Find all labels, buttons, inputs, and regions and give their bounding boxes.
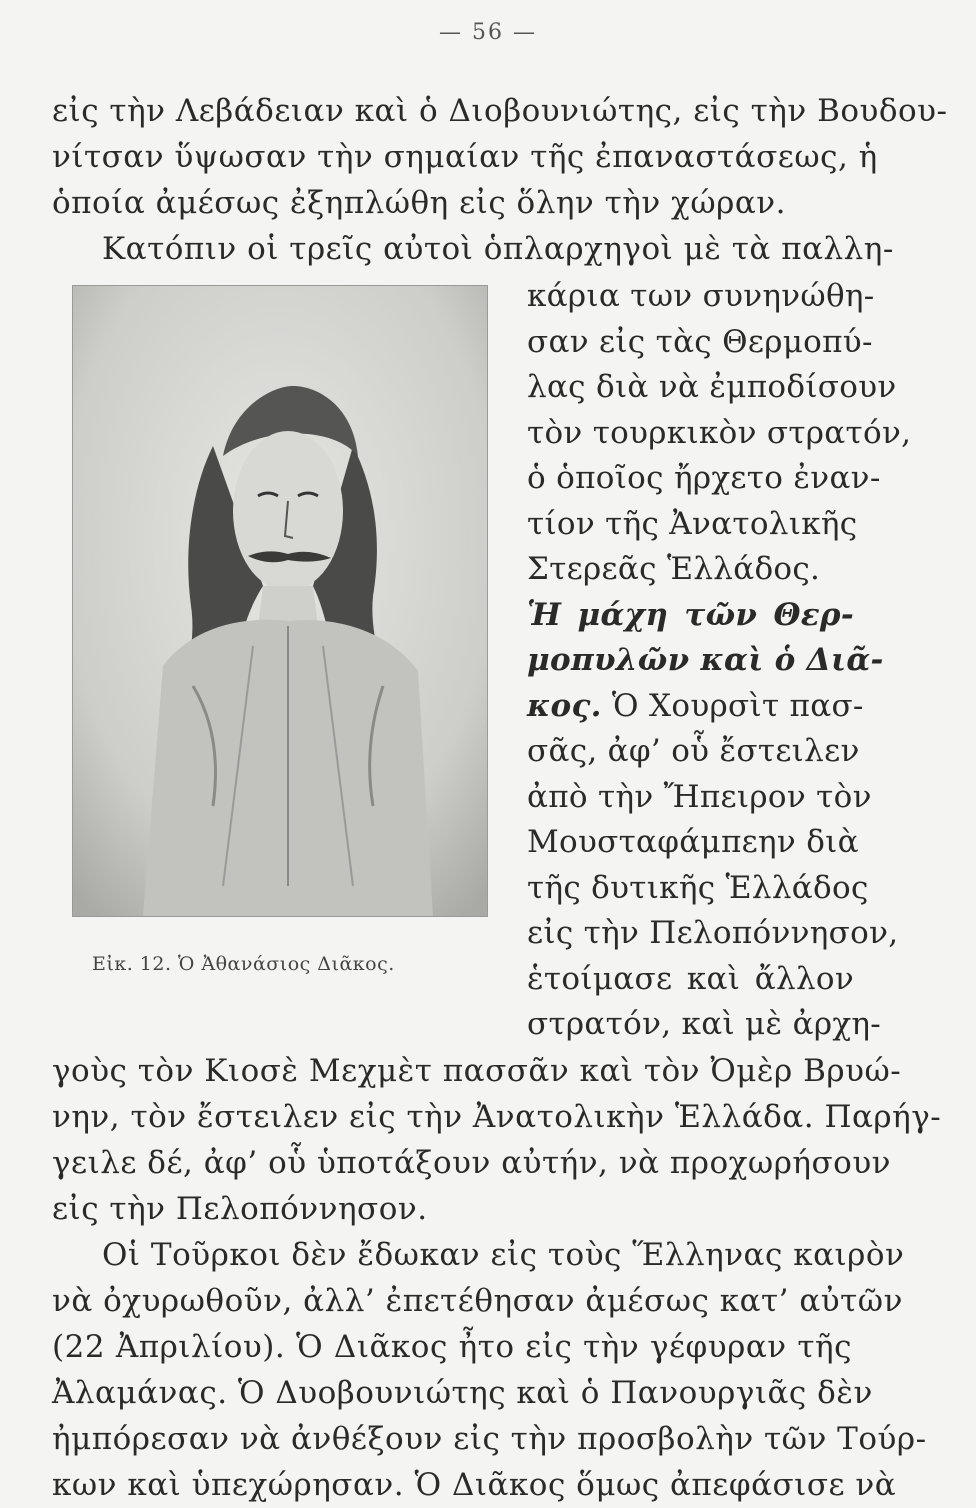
section-heading: μοπυλῶν καὶ ὁ Διᾶ- — [527, 642, 884, 678]
text-line: ἀπὸ τὴν Ἤπειρον τὸν — [527, 779, 872, 815]
text-line: ὁ ὁποῖος ἤρχετο ἐναν- — [527, 460, 881, 496]
text-line: νην, τὸν ἔστειλεν εἰς τὴν Ἀνατολικὴν Ἑλλάδα. Παρήγ- — [52, 1099, 942, 1135]
text-line: σᾶς, ἀφ’ οὗ ἔστειλεν — [527, 733, 860, 769]
text-line: γοὺς τὸν Κιοσὲ Μεχμὲτ πασσᾶν καὶ τὸν Ὀμὲρ Βρυώ- — [52, 1053, 902, 1089]
section-heading: Ἡ μάχη τῶν Θερ- — [527, 597, 854, 633]
text-line: εἰς τὴν Πελοπόννησον, — [527, 915, 899, 951]
text-line: Στερεᾶς Ἑλλάδος. — [527, 551, 821, 587]
text-line: λας διὰ νὰ ἐμποδίσουν — [527, 369, 897, 405]
text-line: ὁποία ἀμέσως ἐξηπλώθη εἰς ὅλην τὴν χώραν. — [52, 185, 786, 221]
text-line: Οἱ Τοῦρκοι δὲν ἔδωκαν εἰς τοὺς Ἕλληνας καιρὸν — [102, 1237, 905, 1273]
text-line: εἰς τὴν Λεβάδειαν καὶ ὁ Διοβουνιώτης, εἰς τὴν Βουδου- — [52, 93, 948, 129]
text-line: νὰ ὀχυρωθοῦν, ἀλλ’ ἐπετέθησαν ἀμέσως κατ’ αὐτῶν — [52, 1283, 903, 1319]
portrait-image — [72, 285, 488, 917]
text-line: γειλε δέ, ἀφ’ οὗ ὑποτάξουν αὐτήν, νὰ προχωρήσουν — [52, 1145, 892, 1181]
text-line: τῆς δυτικῆς Ἑλλάδος — [527, 870, 869, 906]
text-line: νίτσαν ὕψωσαν τὴν σημαίαν τῆς ἐπαναστάσεως, ἡ — [52, 139, 878, 175]
text-line: εἰς τὴν Πελοπόννησον. — [52, 1191, 428, 1227]
text-fragment: Ὁ Χουρσὶτ πασ- — [601, 688, 864, 724]
text-line — [527, 684, 864, 730]
portrait-drawing — [73, 286, 487, 916]
section-heading-end: κος. — [527, 688, 602, 724]
text-line: Μουσταφάμπεην διὰ — [527, 824, 859, 860]
text-line: κων καὶ ὑπεχώρησαν. Ὁ Διᾶκος ὅμως ἀπεφάσισε νὰ — [52, 1467, 897, 1503]
text-line: Ἀλαμάνας. Ὁ Δυοβουνιώτης καὶ ὁ Πανουργιᾶς δὲν — [52, 1375, 873, 1411]
text-line: κάρια των συνηνώθη- — [527, 278, 875, 314]
text-line: τὸν τουρκικὸν στρατόν, — [527, 415, 912, 451]
page-number: — 56 — — [439, 20, 537, 45]
text-line: σαν εἰς τὰς Θερμοπύ- — [527, 324, 873, 360]
text-line: (22 Ἀπριλίου). Ὁ Διᾶκος ἦτο εἰς τὴν γέφυραν τῆς — [52, 1329, 852, 1365]
figure-caption: Εἰκ. 12. Ὁ Ἀθανάσιος Διᾶκος. — [92, 953, 395, 975]
text-line: Κατόπιν οἱ τρεῖς αὐτοὶ ὁπλαρχηγοὶ μὲ τὰ παλλη- — [102, 231, 894, 267]
text-line: ἑτοίμασε καὶ ἄλλον — [527, 961, 854, 997]
text-line: στρατόν, καὶ μὲ ἀρχη- — [527, 1006, 882, 1042]
text-line: ἠμπόρεσαν νὰ ἀνθέξουν εἰς τὴν προσβολὴν τῶν Τούρ- — [52, 1421, 927, 1457]
text-line: τίον τῆς Ἀνατολικῆς — [527, 506, 858, 542]
